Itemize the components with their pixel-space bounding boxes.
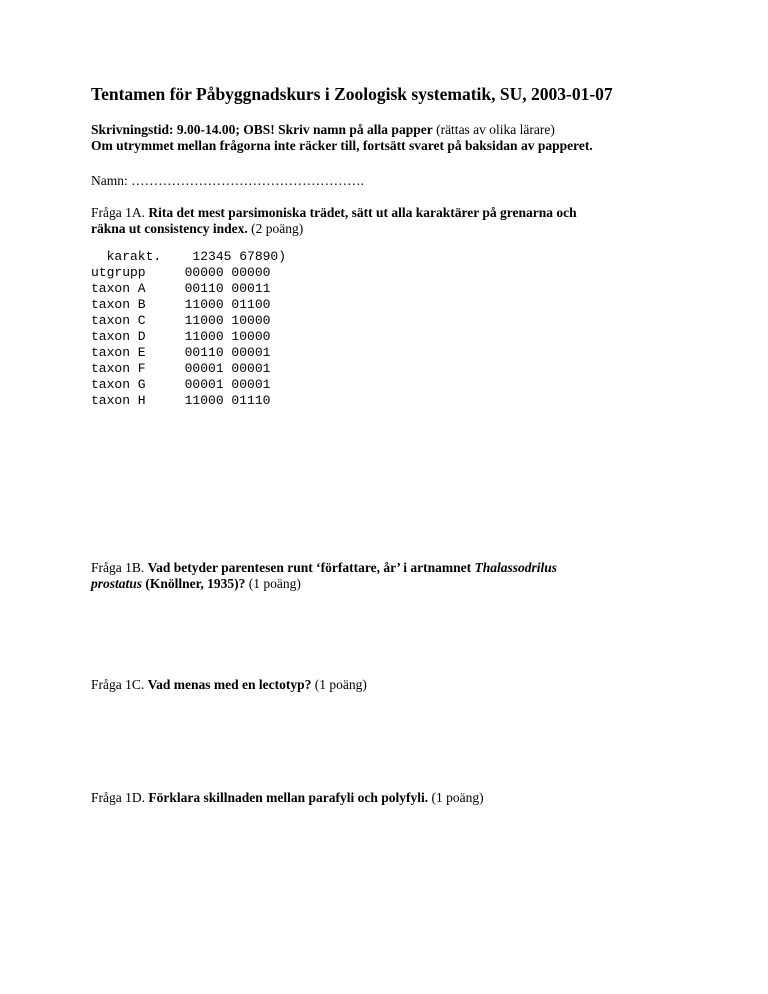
question-1a-label: Fråga 1A. bbox=[91, 205, 149, 220]
matrix-row: taxon C 11000 10000 bbox=[91, 313, 271, 328]
name-field-line: Namn: ……………………………………………. bbox=[91, 173, 364, 188]
question-1c-points: (1 poäng) bbox=[311, 677, 367, 692]
matrix-row: taxon E 00110 00001 bbox=[91, 345, 271, 360]
writing-time-text: Skrivningstid: 9.00-14.00; OBS! Skriv namn på alla papper bbox=[91, 122, 433, 137]
matrix-row: taxon A 00110 00011 bbox=[91, 281, 271, 296]
question-1a-text-2: räkna ut consistency index. bbox=[91, 221, 248, 236]
matrix-row: taxon H 11000 01110 bbox=[91, 393, 271, 408]
matrix-row: taxon F 00001 00001 bbox=[91, 361, 271, 376]
question-1a-text-1: Rita det mest parsimoniska trädet, sätt ut alla karaktärer på grenarna och bbox=[148, 205, 577, 220]
question-1b-line-2 bbox=[91, 576, 301, 592]
question-1b-line-1 bbox=[91, 560, 557, 576]
grading-note: (rättas av olika lärare) bbox=[432, 122, 555, 137]
matrix-row: taxon B 11000 01100 bbox=[91, 297, 271, 312]
character-matrix bbox=[91, 249, 286, 409]
question-1c-label: Fråga 1C. bbox=[91, 677, 148, 692]
matrix-row: taxon G 00001 00001 bbox=[91, 377, 271, 392]
question-1c-line bbox=[91, 677, 367, 693]
exam-title: Tentamen för Påbyggnadskurs i Zoologisk systematik, SU, 2003-01-07 bbox=[91, 84, 613, 104]
question-1b-points: (1 poäng) bbox=[245, 576, 301, 591]
question-1d-line bbox=[91, 790, 484, 806]
question-1b-genus: Thalassodrilus bbox=[474, 560, 557, 575]
question-1d-text: Förklara skillnaden mellan parafyli och polyfyli. bbox=[148, 790, 429, 805]
question-1b-species: prostatus bbox=[91, 576, 143, 591]
question-1a-points: (2 poäng) bbox=[247, 221, 304, 236]
question-1b-text-2: (Knöllner, 1935)? bbox=[142, 576, 246, 591]
question-1d-points: (1 poäng) bbox=[428, 790, 484, 805]
instructions-line-1 bbox=[91, 122, 555, 138]
matrix-row: utgrupp 00000 00000 bbox=[91, 265, 271, 280]
matrix-row: taxon D 11000 10000 bbox=[91, 329, 271, 344]
question-1d-label: Fråga 1D. bbox=[91, 790, 149, 805]
question-1b-label: Fråga 1B. bbox=[91, 560, 148, 575]
matrix-header-row: karakt. 12345 67890) bbox=[91, 249, 287, 264]
question-1a-line-2 bbox=[91, 221, 303, 237]
question-1a-line-1 bbox=[91, 205, 577, 221]
question-1b-text-1: Vad betyder parentesen runt ‘författare, år’ i artnamnet bbox=[147, 560, 475, 575]
instructions-line-2: Om utrymmet mellan frågorna inte räcker till, fortsätt svaret på baksidan av papperet. bbox=[91, 138, 593, 153]
question-1c-text: Vad menas med en lectotyp? bbox=[147, 677, 312, 692]
